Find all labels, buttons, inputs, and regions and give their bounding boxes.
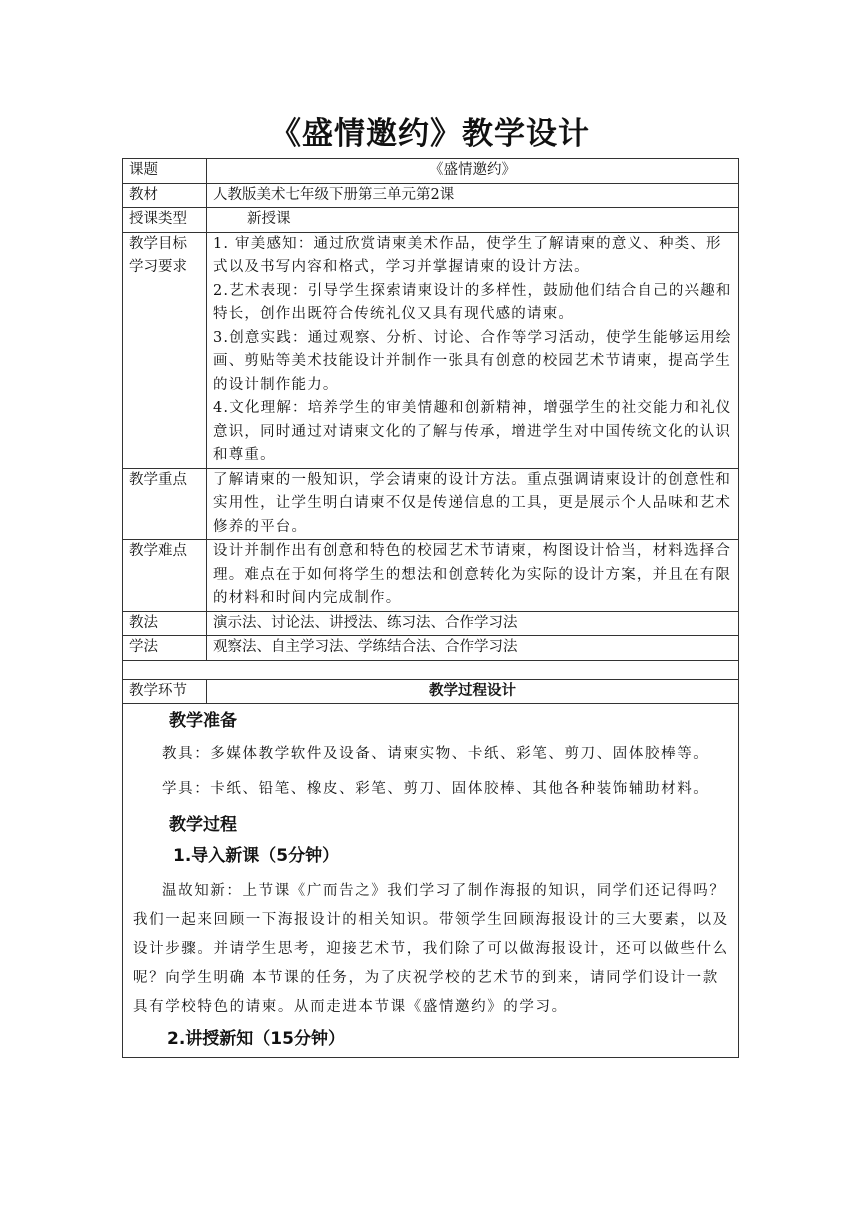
goal-item: 3.创意实践：通过观察、分析、讨论、合作等学习活动，使学生能够运用绘画、剪贴等美术技能设计并制作一张具有创意的校园艺术节请柬，提高学生的设计制作能力。: [213, 329, 732, 393]
goal-item: 1. 审美感知：通过欣赏请柬美术作品，使学生了解请柬的意义、种类、形式以及书写内容和格式，学习并掌握请柬的设计方法。: [213, 235, 722, 275]
label-goals: 教学目标学习要求: [123, 232, 207, 468]
value-teaching-methods: 演示法、讨论法、讲授法、练习法、合作学习法: [207, 611, 739, 636]
label-textbook: 教材: [123, 183, 207, 208]
label-key-points: 教学重点: [123, 468, 207, 540]
label-learning-methods: 学法: [123, 636, 207, 661]
step2-heading: 2.讲授新知（15分钟）: [167, 1028, 345, 1049]
teacher-tools: 教具：多媒体教学软件及设备、请柬实物、卡纸、彩笔、剪刀、固体胶棒等。: [162, 745, 710, 762]
value-lesson-type: 新授课: [207, 208, 739, 233]
document-title: 《盛情邀约》教学设计: [270, 116, 590, 152]
value-textbook: 人教版美术七年级下册第三单元第2课: [207, 183, 739, 208]
value-difficulties: 设计并制作出有创意和特色的校园艺术节请柬，构图设计恰当，材料选择合理。难点在于如何将学生的想法和创意转化为实际的设计方案，并且在有限的材料和时间内完成制作。: [207, 540, 739, 612]
row-teaching-methods: [123, 611, 739, 636]
row-goals: [123, 232, 739, 468]
row-spacer: [123, 660, 739, 679]
spacer-cell: [123, 660, 739, 679]
step1-heading: 1.导入新课（5分钟）: [173, 846, 340, 866]
row-key-points: [123, 468, 739, 540]
step1-text: 温故知新：上节课《广而告之》我们学习了制作海报的知识，同学们还记得吗？我们一起来回顾一下海报设计的相关知识。带领学生回顾海报设计的三大要素，以及设计步骤。并请学生思考，迎接艺术节，我们除了可以做海报设计，还可以做些什么呢？向学生明确 本节课的任务，为了庆祝学校的艺术节的到来，请同学们设计一款具有学校特色的请柬。从而走进本节课《盛情邀约》的学习。: [133, 882, 729, 1015]
goal-item: 2.艺术表现：引导学生探索请柬设计的多样性，鼓励他们结合自己的兴趣和特长，创作出既符合传统礼仪又具有现代感的请柬。: [213, 282, 732, 322]
value-key-points: 了解请柬的一般知识，学会请柬的设计方法。重点强调请柬设计的创意性和实用性，让学生明白请柬不仅是传递信息的工具，更是展示个人品味和艺术修养的平台。: [207, 468, 739, 540]
row-topic: [123, 159, 739, 184]
row-difficulties: [123, 540, 739, 612]
row-learning-methods: [123, 636, 739, 661]
value-topic: 《盛情邀约》: [207, 159, 739, 184]
row-lesson-type: [123, 208, 739, 233]
goal-item: 4.文化理解：培养学生的审美情趣和创新精神，增强学生的社交能力和礼仪意识，同时通过对请柬文化的了解与传承，增进学生对中国传统文化的认识和尊重。: [213, 400, 732, 463]
lesson-plan-table: [122, 158, 739, 1058]
label-difficulties: 教学难点: [123, 540, 207, 612]
process-body: [123, 704, 739, 1058]
value-learning-methods: 观察法、自主学习法、学练结合法、合作学习法: [207, 636, 739, 661]
prep-heading: 教学准备: [169, 711, 237, 731]
label-process-stage: 教学环节: [123, 679, 207, 704]
process-design-heading: 教学过程设计: [207, 679, 739, 704]
row-process-body: [123, 704, 739, 1058]
row-process-header: [123, 679, 739, 704]
label-topic: 课题: [123, 159, 207, 184]
student-tools: 学具：卡纸、铅笔、橡皮、彩笔、剪刀、固体胶棒、其他各种装饰辅助材料。: [162, 780, 710, 797]
label-lesson-type: 授课类型: [123, 208, 207, 233]
process-heading: 教学过程: [169, 814, 237, 835]
value-goals: [207, 232, 739, 468]
row-textbook: [123, 183, 739, 208]
label-teaching-methods: 教法: [123, 611, 207, 636]
